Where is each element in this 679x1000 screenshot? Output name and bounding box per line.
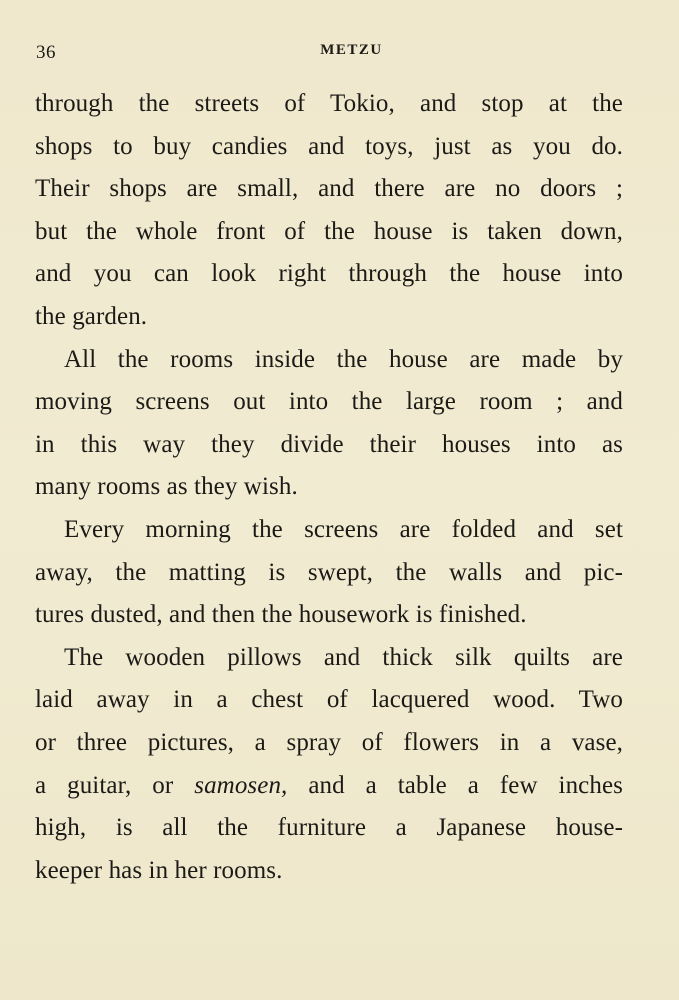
page-number: 36 xyxy=(36,42,56,63)
text-line: laid away in a chest of lacquered wood. Two xyxy=(35,686,623,714)
text-line: shops to buy candies and toys, just as you do. xyxy=(35,132,623,160)
text-line-mixed xyxy=(35,765,623,808)
text-line: tures dusted, and then the housework is finished. xyxy=(35,601,527,629)
text-line: but the whole front of the house is taken down, xyxy=(35,217,623,245)
text-line: or three pictures, a spray of flowers in a vase, xyxy=(35,728,623,756)
text-line: in this way they divide their houses into as xyxy=(35,430,623,458)
body-text xyxy=(35,83,623,892)
italic-word: samosen, xyxy=(194,771,288,799)
text-line: Every morning the screens are folded and set xyxy=(64,515,623,543)
running-title: METZU xyxy=(320,42,383,58)
text-line: moving screens out into the large room ; and xyxy=(35,388,623,416)
text-line: Their shops are small, and there are no doors ; xyxy=(35,175,623,203)
text-segment: a guitar, or xyxy=(35,771,195,799)
text-line: and you can look right through the house into xyxy=(35,260,623,288)
text-line: away, the matting is swept, the walls and pic- xyxy=(35,558,623,586)
text-line: through the streets of Tokio, and stop at the xyxy=(35,90,623,117)
text-segment: and a table a few inches xyxy=(287,771,623,799)
text-line: the garden. xyxy=(35,302,148,330)
text-line: many rooms as they wish. xyxy=(35,473,298,501)
text-line: high, is all the furniture a Japanese house- xyxy=(35,814,623,842)
text-line: The wooden pillows and thick silk quilts are xyxy=(64,643,623,671)
text-line: All the rooms inside the house are made by xyxy=(64,345,623,373)
running-head xyxy=(36,42,623,68)
text-line: keeper has in her rooms. xyxy=(35,856,283,884)
